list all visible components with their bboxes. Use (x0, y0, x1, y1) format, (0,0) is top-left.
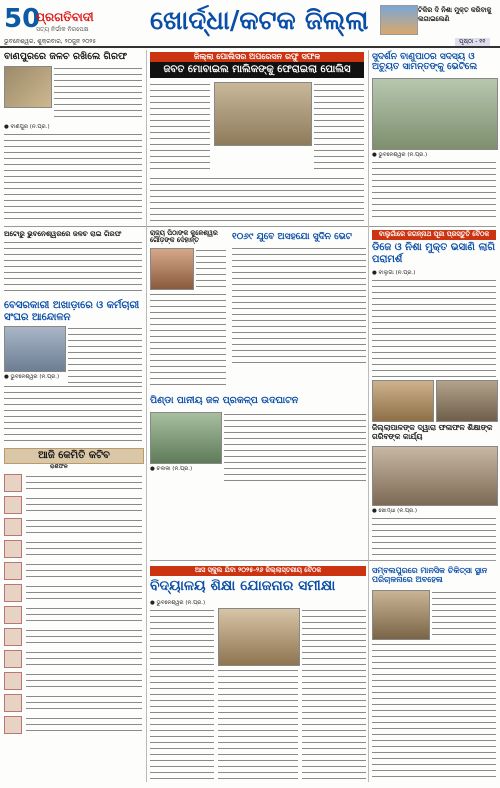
kuleswar-headline: ରାଜ୍ୟ ପିଠାଙ୍କ କୁଳେଶ୍ୱର ଗୌଡ଼ଙ୍କ ଦେହାନ୍ତ (150, 229, 218, 245)
list-item (26, 628, 142, 644)
water-body (224, 412, 366, 482)
water-headline: ପିଣ୍ଡା ପାନୀୟ ଜଳ ପ୍ରକଳ୍ପ ଉଦଘାଟନ (150, 395, 299, 406)
list-item (26, 562, 142, 578)
horoscope-subhead: ରାଶିଫଳ (50, 464, 68, 470)
sagittarius-icon (4, 650, 22, 668)
list-item (26, 650, 142, 666)
edu-body-1 (150, 608, 214, 780)
banapur-byline: ● ବାଣପୁର (ନି.ପ୍ର.) (4, 124, 50, 130)
anniversary-mark: 50 (4, 4, 41, 34)
edu-byline: ● ଭୁବନେଶ୍ୱର (ନି.ପ୍ର.) (150, 600, 206, 606)
taurus-icon (4, 496, 22, 514)
mid-headline: ଡିଜେ ଓ ନିଶା ମୁକ୍ତ ଭସାଣି ଲାଗି ପରାମର୍ଶ (372, 242, 496, 265)
banapur-body-2 (4, 132, 142, 222)
private-photo (4, 326, 66, 372)
list-item (26, 474, 142, 490)
bhubaneswar-subhead: ଅଟୋରୁ ଭୁବନେଶ୍ୱରରେ ଜଳଚ ରାଇ ଗିରଫ (4, 230, 122, 238)
camp-headline: ୧୦୬୯ ଯୁବେ ଅସହଯୋ ସୁଦିନ ଭେଟ (232, 232, 352, 242)
private-headline: ବେସରକାରୀ ଅଖାଡ଼ାରେ ଓ କର୍ମଚାରୀ ସଂଘର ଆନ୍ଦୋଳନ (4, 300, 140, 323)
aries-icon (4, 474, 22, 492)
libra-icon (4, 606, 22, 624)
district-body (372, 516, 496, 556)
brand-name: ପ୍ରଗତିବାଦୀ (36, 10, 94, 24)
logo (4, 4, 114, 38)
row-divider-1 (4, 226, 496, 227)
water-byline: ● ଚିଲିକା (ନି.ପ୍ର.) (150, 466, 193, 472)
list-item (26, 694, 142, 710)
sudarshan-headline: ସୁଦର୍ଶନ ବାଣୁପାଠର ସଦସ୍ୟ ଓ ଅଚ୍ୟୁତ ସାମନ୍ତଙ୍କୁ ଭେଟିଲେ (372, 52, 478, 73)
bhubaneswar-body (4, 240, 142, 294)
list-item (26, 518, 142, 534)
sudarshan-byline: ● ଭୁବନେଶ୍ୱର (ନି.ପ୍ର.) (372, 152, 428, 158)
list-item (26, 606, 142, 622)
edu-photo (218, 608, 300, 666)
column-rule-1 (146, 50, 147, 782)
row-divider-2 (150, 560, 496, 561)
lead-strap: ଜିଲ୍ଲା ପୋଲିସର ଅପରେସନ ରଫୁ ସଫଳ (150, 52, 364, 62)
page-number: ପୃଷ୍ଠା - ୧୧ (455, 38, 490, 46)
list-item (26, 584, 142, 600)
water-photo (150, 412, 222, 464)
private-body-2 (4, 384, 142, 444)
banapur-headline: ବାଣପୁରରେ ଜଳଚ ରଖିଲେ ଗିରଫ (4, 51, 128, 62)
right-bottom-photo (372, 590, 430, 640)
right-bottom-body-2 (372, 642, 496, 780)
top-teaser: ଟିକିର ଦି ନିଶା ମୁକ୍ତ କରିବାକୁ ଲଗାଇଲେଣି (418, 6, 492, 23)
sudarshan-photo (372, 78, 498, 150)
district-headline: ଜିଲ୍ଲାପାଳଙ୍କ ଦ୍ୱାରା ଫଳାଫଳ ଶିକ୍ଷାଙ୍କ ଗରିବଙ୍କ କାର୍ଯ୍ୟ (372, 423, 493, 441)
mid-strap: ବାଲୁଗାଁରେ ଜଗନ୍ନାଥ ପୂଜା ପ୍ରସ୍ତୁତି ବୈଠକ (372, 230, 496, 240)
mid-body (372, 278, 496, 378)
lead-headline: ଜବତ ମୋବାଇଲ ମାଲିକଙ୍କୁ ଫେରାଇଲା ପୋଲିସ (150, 62, 364, 78)
leo-icon (4, 562, 22, 580)
list-item (26, 716, 142, 732)
aquarius-icon (4, 694, 22, 712)
virgo-icon (4, 584, 22, 602)
district-photo (372, 446, 498, 506)
column-rule-2 (368, 50, 369, 782)
camp-body (232, 246, 366, 366)
edu-body-2 (218, 668, 298, 780)
list-item (26, 540, 142, 556)
dateline: ଭୁବନେଶ୍ୱର, ଶୁକ୍ରବାର, ୨୦ଜୁନ ୨୦୨୫ (4, 38, 97, 45)
teaser-photo (380, 5, 418, 35)
cancer-icon (4, 540, 22, 558)
scorpio-icon (4, 628, 22, 646)
page-title: ଖୋର୍ଦ୍ଧା/କଟକ ଜିଲ୍ଲା (150, 6, 369, 36)
lead-body-2 (314, 82, 364, 172)
kuleswar-body-2 (150, 292, 226, 390)
district-byline: ● ଖୋର୍ଦ୍ଧା (ନି.ପ୍ର.) (372, 508, 418, 514)
list-item (26, 672, 142, 688)
kuleswar-body-1 (196, 248, 226, 288)
edu-strap: ଆସ ସ୍କୁଲ ଯିବା ୨୦୨୫-୨୬ ଜିଲ୍ଲାସ୍ତରୀୟ ବୈଠକ (150, 566, 366, 576)
list-item (26, 496, 142, 512)
right-bottom-body-1 (432, 590, 496, 638)
mid-byline: ● ବାଲୁଗାଁ (ନି.ପ୍ର.) (372, 270, 416, 276)
right-bottom-headline: ସମ୍ବଲପୁରରେ ମାନସିକ ଚିକିତ୍ସା ସ୍ଥାନ ପରିଚାଳନାରେ ଅବହେଳା (372, 566, 488, 585)
lead-body-3 (150, 176, 364, 222)
lead-photo (214, 82, 312, 146)
private-byline: ● ଭୁବନେଶ୍ୱର (ନି.ପ୍ର.) (4, 374, 60, 380)
brand-tagline: ସତ୍ୟ ନିର୍ଭୀକ ନିରପେକ୍ଷ (36, 26, 89, 33)
banapur-body (54, 66, 142, 118)
mid-photo-1 (372, 380, 434, 422)
edu-headline: ବିଦ୍ୟାଳୟ ଶିକ୍ଷା ଯୋଜନାର ସମୀକ୍ଷା (150, 578, 336, 594)
horoscope-list (4, 474, 142, 780)
gemini-icon (4, 518, 22, 536)
pisces-icon (4, 716, 22, 734)
capricorn-icon (4, 672, 22, 690)
horoscope-headline: ଆଜି କେମିତି କଟିବ (4, 448, 144, 464)
masthead-rule (0, 46, 500, 48)
lead-body-1 (150, 82, 210, 172)
edu-body-3 (302, 608, 366, 780)
private-body-1 (68, 326, 142, 386)
mid-photo-2 (436, 380, 498, 422)
kuleswar-photo (150, 248, 194, 290)
sudarshan-body (372, 160, 496, 222)
banapur-photo (4, 66, 52, 108)
